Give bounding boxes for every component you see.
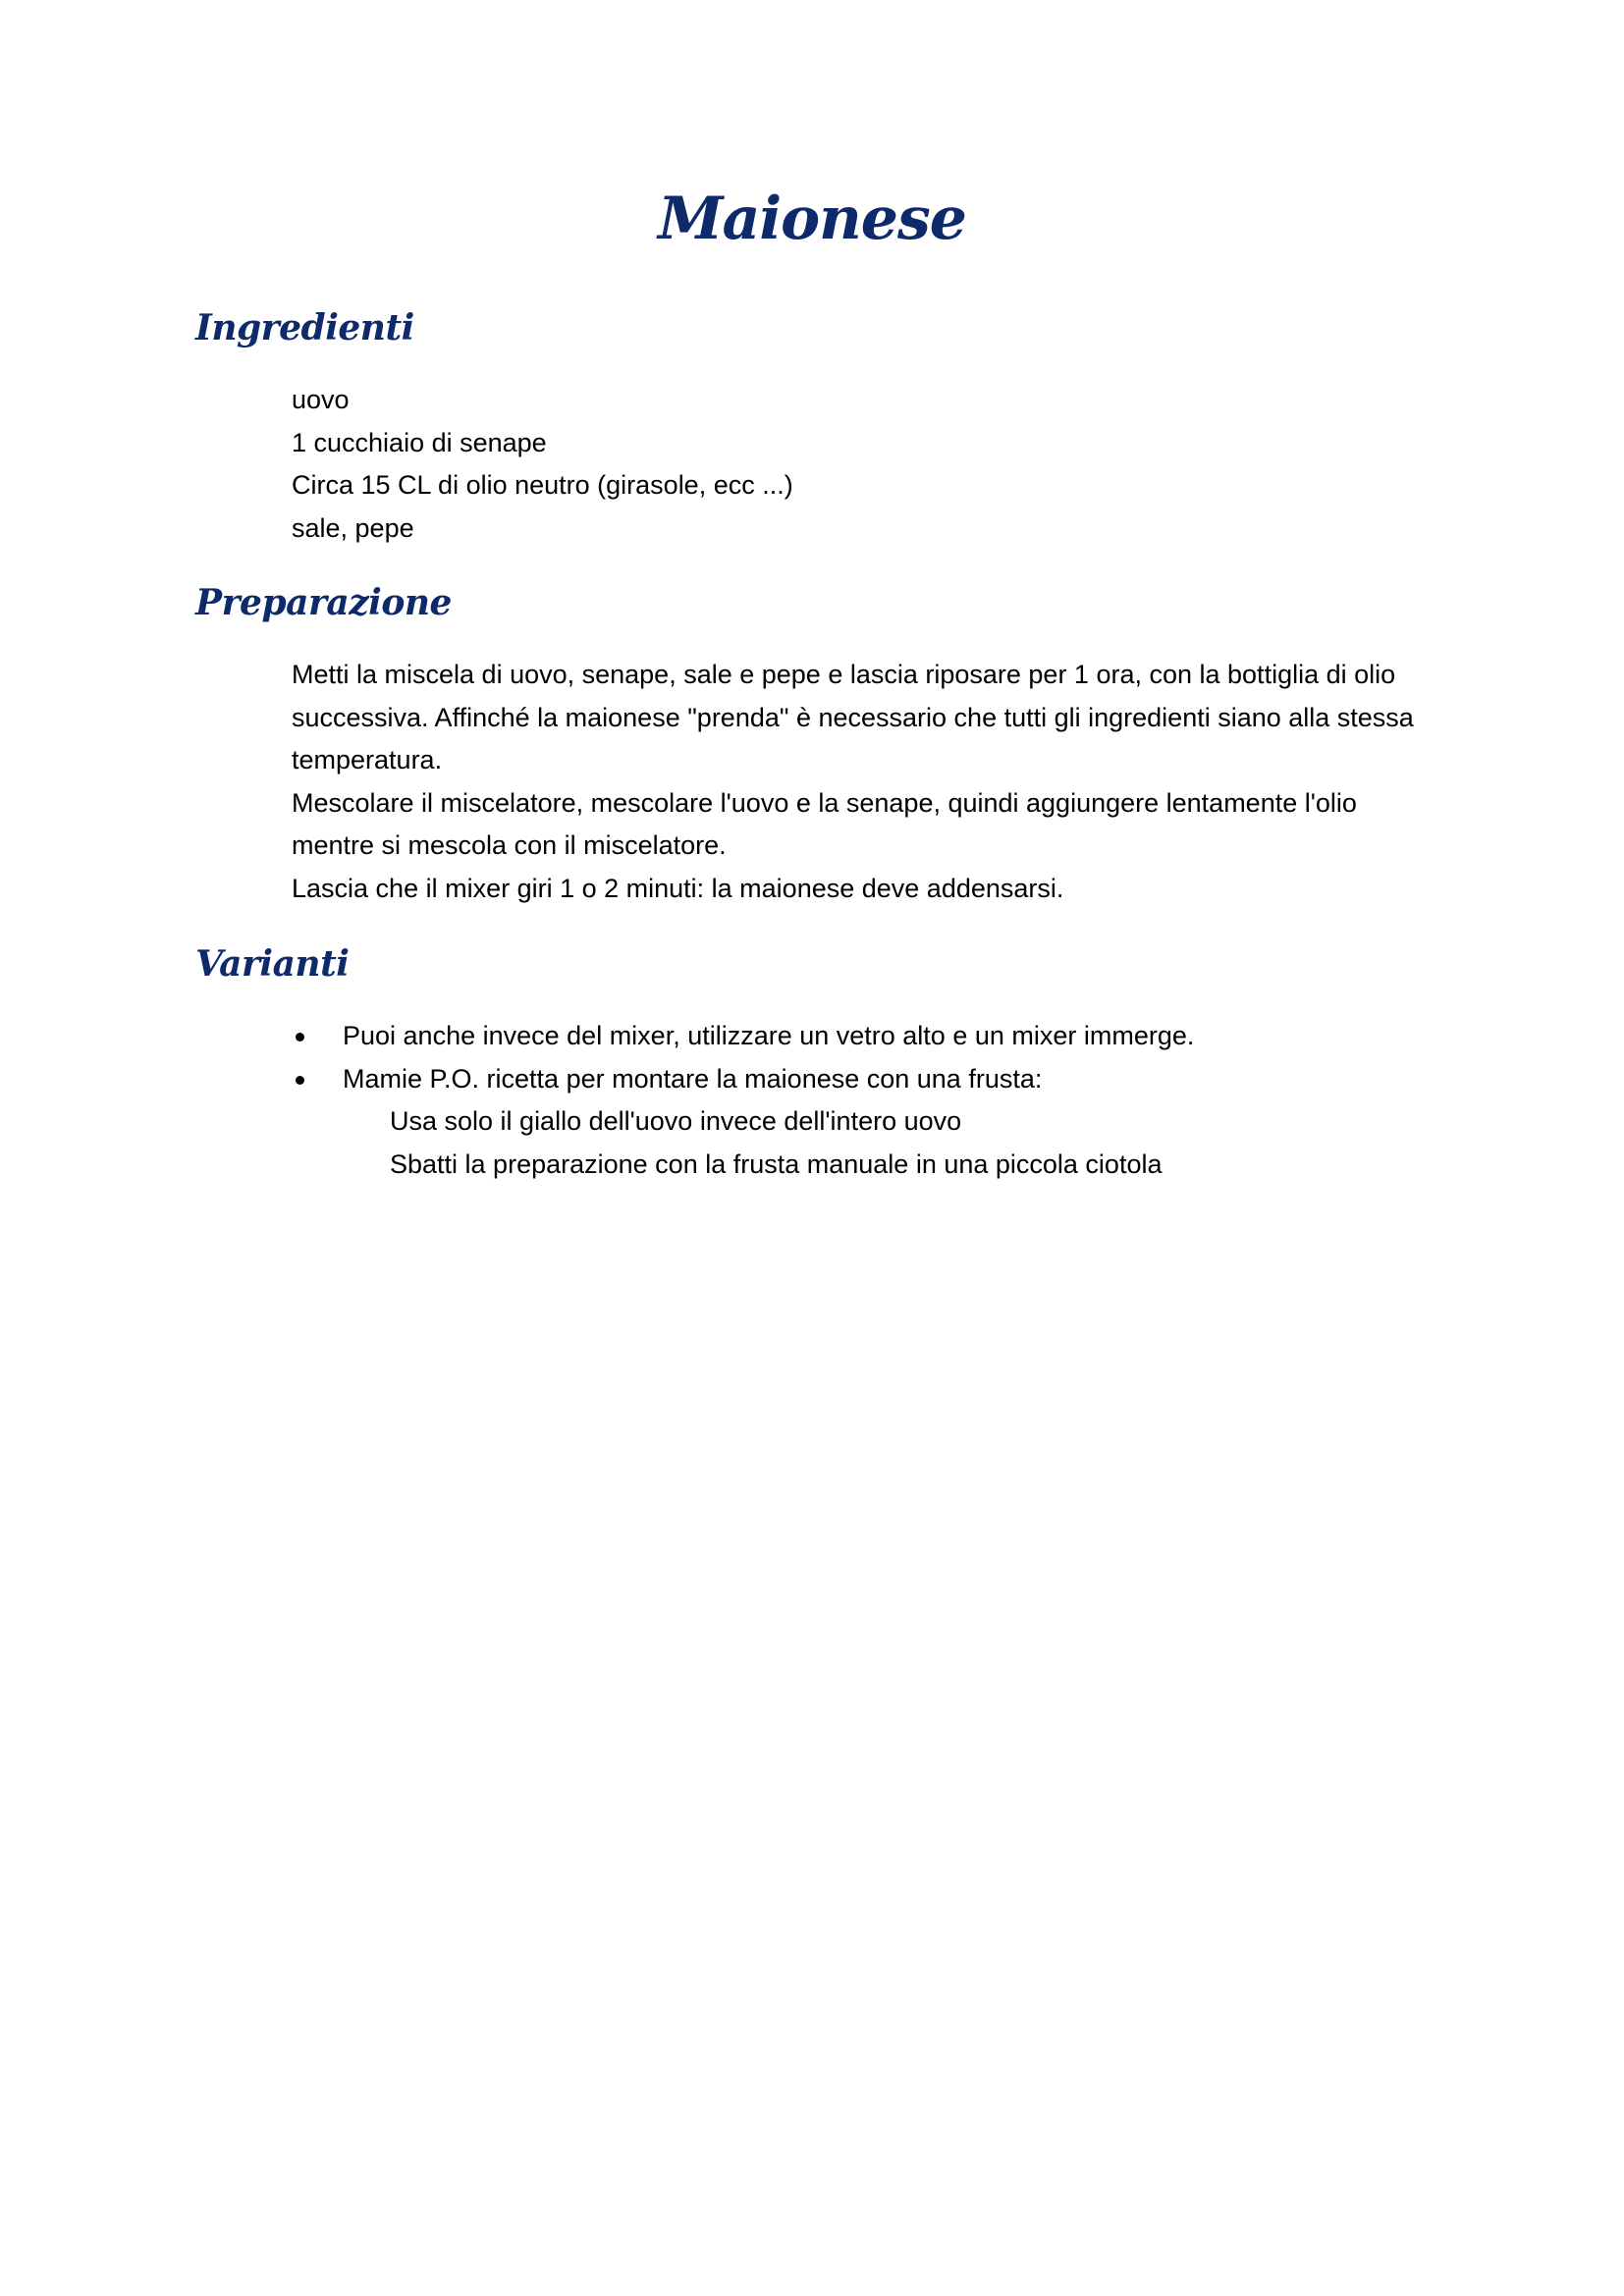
bullet-icon [296, 1033, 304, 1041]
section-heading-varianti: Varianti [195, 943, 350, 985]
ingredient-item: 1 cucchiaio di senape [292, 427, 547, 457]
ingredients-list [292, 379, 1489, 550]
sub-item: Usa solo il giallo dell'uovo invece dell'intero uovo [390, 1106, 962, 1136]
variant-text: Puoi anche invece del mixer, utilizzare un vetro alto e un mixer immerge. [343, 1021, 1195, 1050]
bullet-icon [296, 1076, 304, 1085]
list-item [292, 1058, 1489, 1101]
list-item [292, 1015, 1489, 1058]
preparation-line: Mescolare il miscelatore, mescolare l'uovo e la senape, quindi aggiungere lentamente l'olio [292, 787, 1357, 818]
preparation-text [292, 654, 1489, 910]
ingredient-item: Circa 15 CL di olio neutro (girasole, ecc ...) [292, 470, 793, 500]
sub-item: Sbatti la preparazione con la frusta manuale in una piccola ciotola [390, 1148, 1163, 1179]
page-title: Maionese [658, 185, 966, 253]
variant-text: Mamie P.O. ricetta per montare la maionese con una frusta: [343, 1063, 1043, 1094]
preparation-line: Lascia che il mixer giri 1 o 2 minuti: la maionese deve addensarsi. [292, 873, 1064, 903]
section-heading-ingredienti: Ingredienti [195, 307, 414, 348]
preparation-line: temperatura. [292, 745, 443, 774]
preparation-line: successiva. Affinché la maionese "prenda" è necessario che tutti gli ingredienti siano alla stessa [292, 702, 1414, 732]
sub-list [292, 1100, 1489, 1186]
section-heading-preparazione: Preparazione [195, 582, 452, 623]
preparation-line: mentre si mescola con il miscelatore. [292, 830, 727, 860]
ingredient-item: sale, pepe [292, 512, 414, 543]
ingredient-item: uovo [292, 385, 350, 414]
variants-list [292, 1015, 1489, 1186]
preparation-line: Metti la miscela di uovo, senape, sale e pepe e lascia riposare per 1 ora, con la bottiglia di olio [292, 660, 1396, 689]
